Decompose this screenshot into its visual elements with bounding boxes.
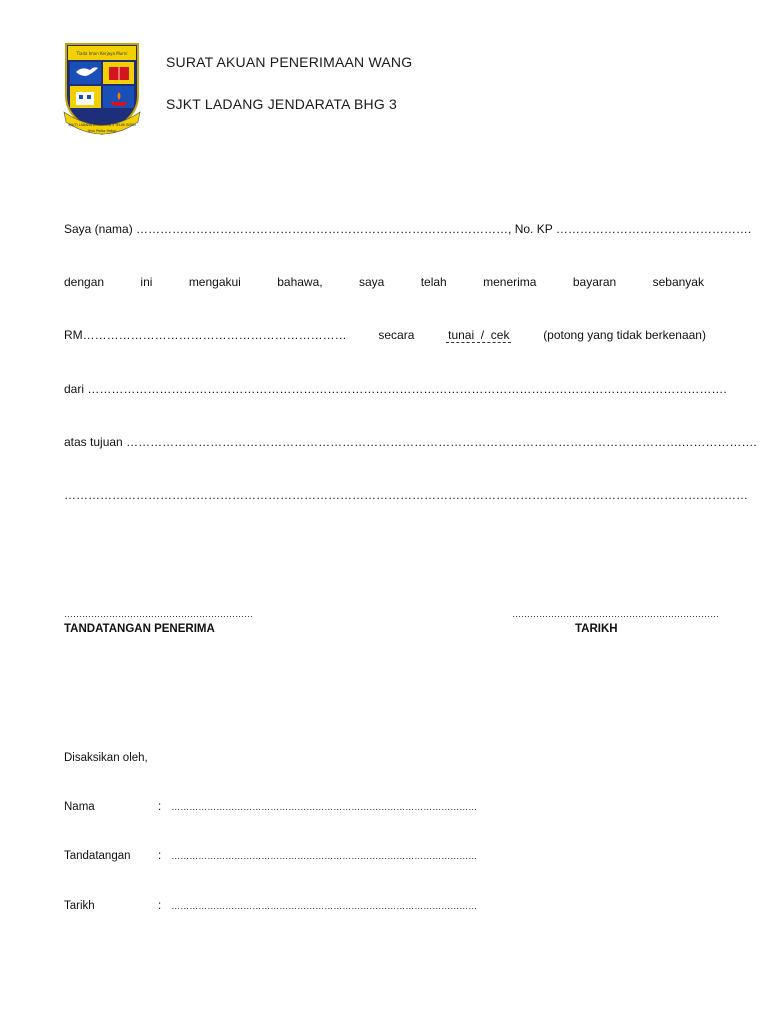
witness-name-colon: : — [158, 801, 162, 813]
recipient-signature-label: TANDATANGAN PENERIMA — [64, 623, 215, 635]
payment-method-options[interactable]: tunai / cek — [448, 328, 510, 342]
name-field[interactable]: ………………………………………………………………………………… — [136, 222, 509, 236]
witness-date-colon: : — [158, 900, 162, 912]
date-label: TARIKH — [575, 623, 618, 635]
amount-method-line — [64, 328, 706, 343]
name-kp-line — [64, 222, 752, 236]
witness-date-field[interactable]: ………………………………………………………………………………………… — [171, 901, 478, 911]
witness-signature-row — [64, 850, 524, 862]
name-label: Saya (nama) — [64, 222, 133, 236]
method-label: secara — [378, 328, 415, 342]
acknowledge-word: bahawa, — [277, 275, 323, 289]
purpose-field[interactable]: ………………………………………………………………………………………………………………………….………………. — [126, 435, 757, 449]
acknowledge-word: dengan — [64, 275, 105, 289]
acknowledge-word: sebanyak — [652, 275, 704, 289]
date-signature-field[interactable]: …………………………………………………………… — [512, 609, 719, 619]
strike-note: (potong yang tidak berkenaan) — [543, 328, 706, 342]
amount-field[interactable]: ………………………………………………………… — [82, 328, 347, 342]
school-crest-logo — [62, 42, 142, 138]
acknowledge-word: mengakui — [188, 275, 241, 289]
witness-signature-colon: : — [158, 850, 162, 862]
from-label: dari — [64, 382, 85, 396]
recipient-signature-field[interactable]: ……………………………………………………… — [64, 609, 253, 619]
witness-name-label: Nama — [64, 801, 95, 813]
from-line — [64, 382, 727, 396]
purpose-label: atas tujuan — [64, 435, 123, 449]
witness-name-field[interactable]: ………………………………………………………………………………………… — [171, 802, 478, 812]
witness-signature-label: Tandatangan — [64, 850, 131, 862]
crest-ribbon-text: SJK(T) LADANG JENDARATA 3 TELUK INTAN — [68, 123, 136, 127]
acknowledge-word: saya — [358, 275, 385, 289]
witness-heading: Disaksikan oleh, — [64, 752, 148, 764]
crest-motto-top: Tiada Iman Kerjaya Murni — [76, 51, 128, 56]
crest-motto-bottom: Ilmu Pelita Hidup — [87, 129, 117, 133]
purpose-line — [64, 435, 757, 449]
acknowledge-word: bayaran — [572, 275, 617, 289]
rm-label: RM — [64, 328, 83, 342]
kp-label: , No. KP — [508, 222, 553, 236]
witness-name-row — [64, 801, 524, 813]
acknowledgement-line — [64, 275, 704, 289]
acknowledge-word: menerima — [483, 275, 537, 289]
witness-date-row — [64, 900, 524, 912]
kp-field[interactable]: …………………………………………. — [555, 222, 752, 236]
purpose-continuation-field[interactable]: ……………………………………………………………………………………………………………………………………………………… — [64, 488, 748, 502]
document-title: SURAT AKUAN PENERIMAAN WANG — [166, 54, 413, 70]
acknowledge-word: ini — [140, 275, 153, 289]
from-field[interactable]: ……………………………………………………………………………………………………………………………………………. — [87, 382, 727, 396]
witness-signature-field[interactable]: ………………………………………………………………………………………… — [171, 851, 478, 861]
school-name: SJKT LADANG JENDARATA BHG 3 — [166, 96, 398, 112]
witness-date-label: Tarikh — [64, 900, 95, 912]
acknowledge-word: telah — [420, 275, 447, 289]
